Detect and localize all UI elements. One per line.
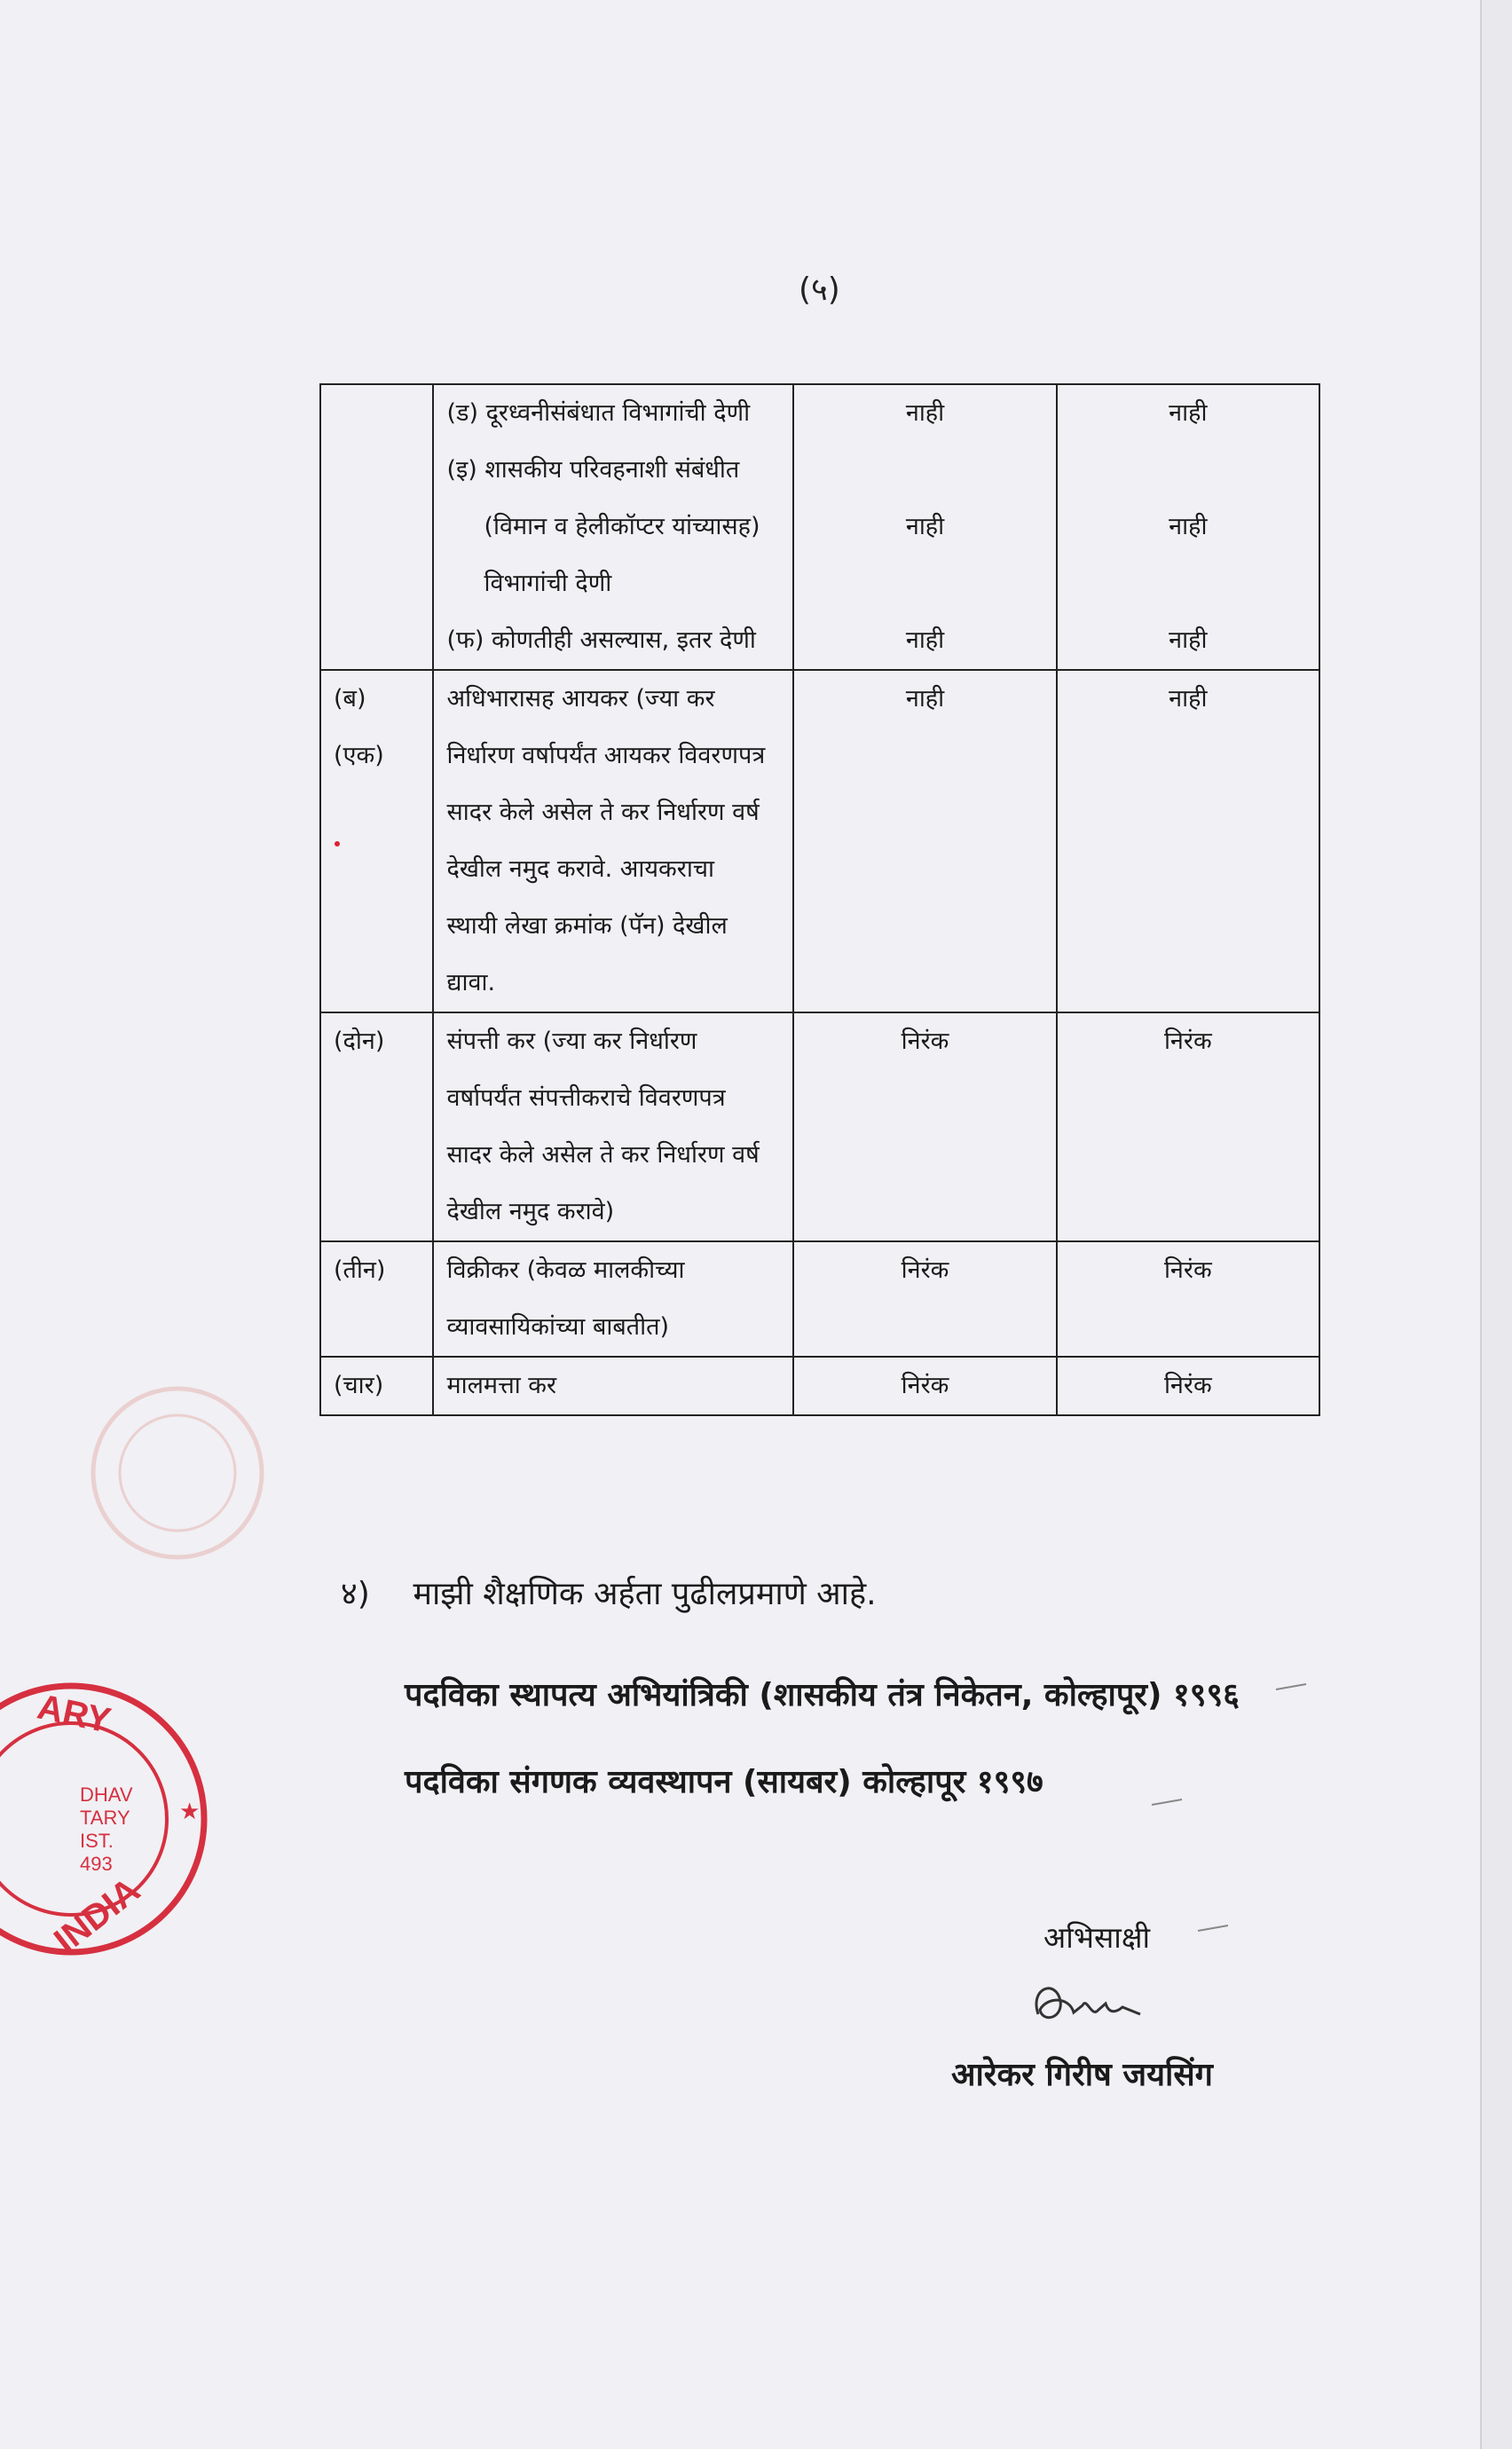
row-value-cell-v2: नाही	[1057, 670, 1319, 1012]
row-description-cell	[433, 1241, 793, 1357]
stamp-text-line4: 493	[80, 1853, 113, 1875]
row-value-cell-v2: निरंक	[1057, 1012, 1319, 1241]
description-line: देखील नमुद करावे. आयकराचा	[446, 855, 714, 883]
row-value-cell-v1: निरंक	[793, 1241, 1056, 1357]
section-4-number: ४)	[341, 1576, 370, 1612]
description-line: स्थायी लेखा क्रमांक (पॅन) देखील	[446, 912, 728, 940]
witness-label: अभिसाक्षी	[1043, 1920, 1151, 1955]
value-line: नाही	[905, 626, 945, 654]
handwritten-signature	[1020, 1970, 1154, 2041]
description-line: संपत्ती कर (ज्या कर निर्धारण	[446, 1028, 697, 1055]
row-value-cell-v1: निरंक	[793, 1012, 1056, 1241]
value-line	[807, 555, 1043, 612]
description-line: निर्धारण वर्षापर्यंत आयकर विवरणपत्र	[446, 742, 766, 769]
row-number-cell: (तीन)	[320, 1241, 433, 1357]
description-line: सादर केले असेल ते कर निर्धारण वर्ष	[446, 799, 760, 826]
signer-name: आरेकर गिरीष जयसिंग	[951, 2057, 1213, 2093]
description-line: द्यावा.	[446, 969, 496, 996]
stamp-text-line3: IST.	[80, 1830, 114, 1852]
declaration-table	[319, 383, 1320, 1416]
declaration-table-body	[320, 384, 1319, 1415]
row-value-cell-v1: निरंक	[793, 1357, 1056, 1415]
value-line: नाही	[1169, 399, 1208, 427]
stamp-text-top: ARY	[34, 1687, 114, 1741]
stamp-star-icon: ★	[179, 1799, 201, 1825]
row-value-cell-v2	[1057, 384, 1319, 670]
table-row	[320, 384, 1319, 670]
value-line: नाही	[905, 399, 945, 427]
value-line: नाही	[905, 513, 945, 540]
table-row	[320, 1012, 1319, 1241]
ink-dot	[335, 841, 340, 847]
description-line: (विमान व हेलीकॉप्टर यांच्यासह)	[484, 513, 760, 540]
stamp-text-bottom: INDIA	[47, 1870, 147, 1961]
description-line: अधिभारासह आयकर (ज्या कर	[446, 685, 715, 713]
faint-notary-stamp-icon	[80, 1366, 275, 1579]
description-line: (फ) कोणतीही असल्यास, इतर देणी	[446, 626, 756, 654]
row-description-cell	[433, 384, 793, 670]
value-line	[1070, 442, 1306, 499]
description-line: (ड) दूरध्वनीसंबंधात विभागांची देणी	[446, 399, 751, 427]
stamp-text-line1: DHAV	[80, 1784, 133, 1806]
notary-seal-stamp	[0, 1668, 231, 1970]
value-line	[807, 442, 1043, 499]
row-number-cell	[320, 384, 433, 670]
education-item-diploma-computer: पदविका संगणक व्यवस्थापन (सायबर) कोल्हापूर १९९७	[405, 1764, 1043, 1800]
row-description-cell	[433, 670, 793, 1012]
description-line: सादर केले असेल ते कर निर्धारण वर्ष	[446, 1141, 760, 1169]
table-row	[320, 670, 1319, 1012]
row-number-cell: (दोन)	[320, 1012, 433, 1241]
row-value-cell-v2: निरंक	[1057, 1357, 1319, 1415]
row-value-cell-v1	[793, 384, 1056, 670]
description-line: व्यावसायिकांच्या बाबतीत)	[446, 1313, 670, 1341]
description-line: विभागांची देणी	[484, 570, 612, 597]
pencil-tick-mark	[1150, 1798, 1185, 1807]
row-value-cell-v1: नाही	[793, 670, 1056, 1012]
table-row	[320, 1241, 1319, 1357]
description-line: देखील नमुद करावे)	[446, 1198, 615, 1225]
row-value-cell-v2: निरंक	[1057, 1241, 1319, 1357]
value-line: नाही	[1169, 513, 1208, 540]
row-number-cell: (चार)	[320, 1357, 433, 1415]
page-number: (५)	[799, 272, 840, 308]
value-line: नाही	[1169, 626, 1208, 654]
pencil-tick-mark	[1274, 1682, 1310, 1691]
table-row	[320, 1357, 1319, 1415]
description-line: विक्रीकर (केवळ मालकीच्या	[446, 1256, 685, 1284]
education-item-diploma-civil: पदविका स्थापत्य अभियांत्रिकी (शासकीय तंत्र निकेतन, कोल्हापूर) १९९६	[405, 1677, 1240, 1713]
value-line	[1070, 555, 1306, 612]
pencil-tick-mark	[1196, 1924, 1232, 1933]
row-description-cell	[433, 1012, 793, 1241]
stamp-text-line2: TARY	[80, 1807, 130, 1829]
description-line: मालमत्ता कर	[446, 1372, 557, 1399]
row-description-cell	[433, 1357, 793, 1415]
row-number-cell: (ब) (एक)	[320, 670, 433, 1012]
section-4-heading	[341, 1571, 877, 1614]
section-4-text: माझी शैक्षणिक अर्हता पुढीलप्रमाणे आहे.	[413, 1576, 877, 1612]
description-line: (इ) शासकीय परिवहनाशी संबंधीत	[446, 456, 740, 484]
description-line: वर्षापर्यंत संपत्तीकराचे विवरणपत्र	[446, 1084, 726, 1112]
